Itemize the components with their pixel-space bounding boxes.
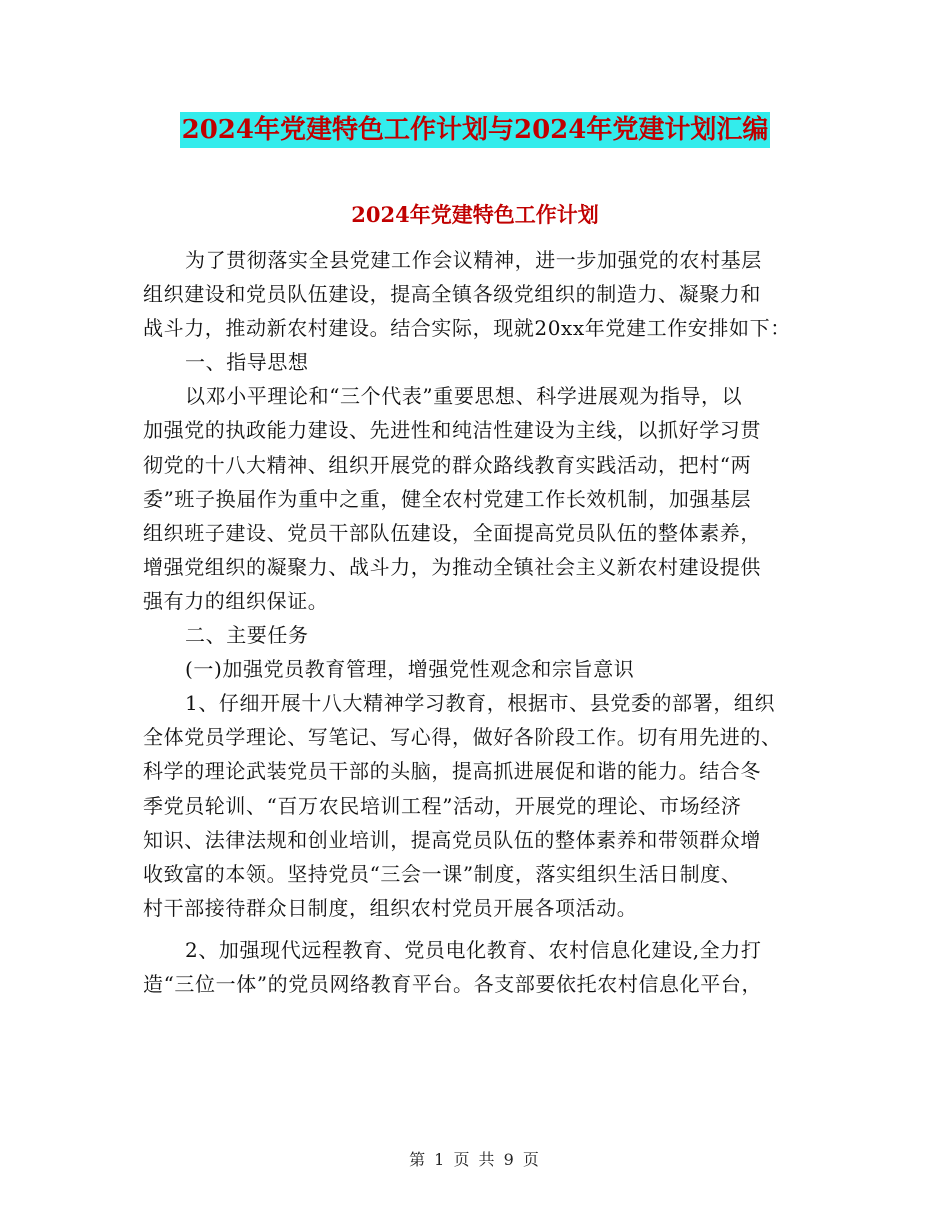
paragraph-line: 村干部接待群众日制度，组织农村党员开展各项活动。 — [143, 895, 638, 920]
paragraph-line: 增强党组织的凝聚力、战斗力，为推动全镇社会主义新农村建设提供 — [143, 554, 761, 579]
document-title: 2024年党建特色工作计划与2024年党建计划汇编 — [180, 112, 771, 148]
paragraph-line: 科学的理论武装党员干部的头脑，提高抓进展促和谐的能力。结合冬 — [143, 759, 761, 784]
paragraph-line: 造“三位一体”的党员网络教育平台。各支部要依托农村信息化平台， — [143, 971, 763, 996]
paragraph-line: 彻党的十八大精神、组织开展党的群众路线教育实践活动，把村“两 — [143, 452, 752, 477]
paragraph-line: 季党员轮训、“百万农民培训工程”活动，开展党的理论、市场经济 — [143, 793, 742, 818]
heading-main-tasks: 二、主要任务 — [185, 623, 309, 648]
document-title-wrap — [0, 112, 950, 148]
paragraph-line: 知识、法律法规和创业培训，提高党员队伍的整体素养和带领群众增 — [143, 827, 761, 852]
heading-guiding-thought: 一、指导思想 — [185, 350, 309, 375]
paragraph-line: 全体党员学理论、写笔记、写心得，做好各阶段工作。切有用先进的、 — [143, 725, 782, 750]
paragraph-line: 2、加强现代远程教育、党员电化教育、农村信息化建设,全力打 — [185, 937, 762, 962]
paragraph-line: 委”班子换届作为重中之重，健全农村党建工作长效机制，加强基层 — [143, 486, 752, 511]
paragraph-line: 为了贯彻落实全县党建工作会议精神，进一步加强党的农村基层 — [185, 248, 762, 272]
section-title: 2024年党建特色工作计划 — [351, 202, 599, 227]
paragraph-line: 战斗力，推动新农村建设。结合实际，现就20xx年党建工作安排如下： — [143, 316, 791, 341]
subheading-party-education: (一)加强党员教育管理，增强党性观念和宗旨意识 — [185, 657, 635, 682]
page-number: 第 1 页 共 9 页 — [409, 1150, 541, 1169]
paragraph-line: 以邓小平理论和“三个代表”重要思想、科学进展观为指导，以 — [185, 384, 743, 409]
paragraph-line: 组织建设和党员队伍建设，提高全镇各级党组织的制造力、凝聚力和 — [143, 282, 761, 307]
paragraph-line: 强有力的组织保证。 — [143, 588, 329, 613]
paragraph-line: 收致富的本领。坚持党员“三会一课”制度，落实组织生活日制度、 — [143, 861, 742, 886]
paragraph-line: 组织班子建设、党员干部队伍建设，全面提高党员队伍的整体素养， — [143, 520, 761, 545]
paragraph-line: 加强党的执政能力建设、先进性和纯洁性建设为主线，以抓好学习贯 — [143, 418, 761, 443]
document-body — [143, 243, 813, 1001]
paragraph-line: 1、仔细开展十八大精神学习教育，根据市、县党委的部署，组织 — [185, 691, 776, 716]
